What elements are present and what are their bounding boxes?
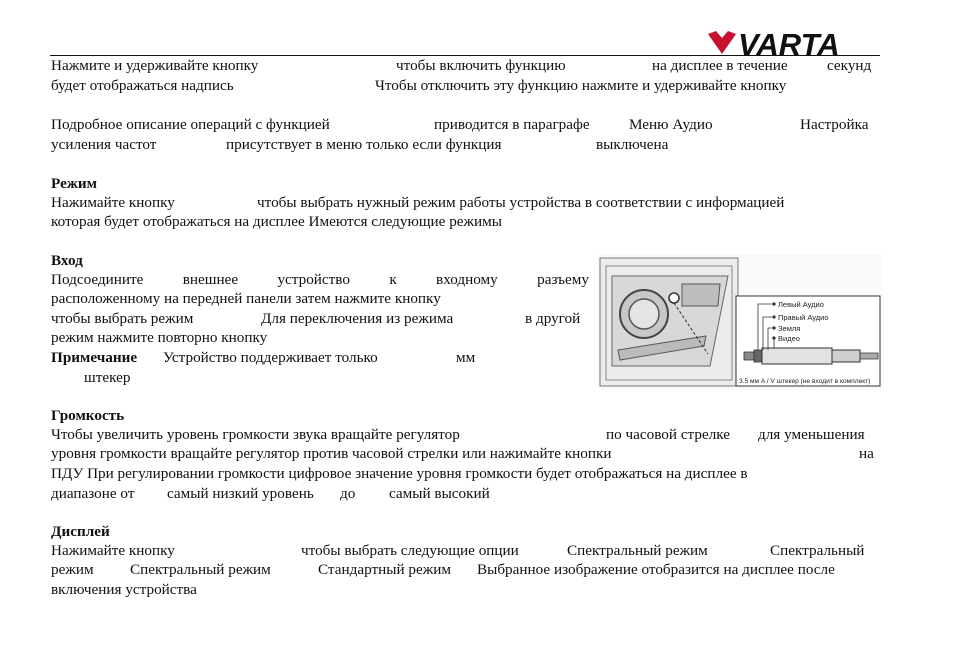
logo-text: VARTA [738,28,840,58]
text-fragment: Спектральный режим [567,542,708,559]
input-line3 [51,309,581,328]
p2-line2 [51,135,669,154]
text-fragment: по часовой стрелке [606,426,731,443]
label-video: Видео [778,334,800,343]
text-fragment: входному [436,271,498,288]
input-line1 [51,270,589,289]
text-fragment: Спектральный [770,542,865,559]
text-fragment: Чтобы увеличить уровень громкости звука вращайте регулятор [51,426,460,443]
text-fragment: устройство [277,271,350,288]
mode-line2: которая будет отображаться на дисплее Имеются следующие режимы [51,213,502,230]
input-note-line2: штекер [84,369,131,386]
text-fragment: самый высокий [389,485,490,502]
p1-line2 [51,76,787,95]
text-fragment: диапазоне от [51,485,135,502]
text-fragment: до [340,485,356,502]
text-fragment: уровня громкости вращайте регулятор против часовой стрелки или нажимайте кнопки [51,445,612,462]
mode-heading: Режим [51,175,97,192]
text-fragment: чтобы включить функцию [396,57,566,74]
volume-heading: Громкость [51,407,125,424]
text-fragment: на дисплее в течение [652,57,788,74]
text-fragment: Подсоедините [51,271,144,288]
text-fragment: разъему [537,271,589,288]
volume-line2 [51,444,874,463]
text-fragment: в другой [525,310,581,327]
label-left-audio: Левый Аудио [778,300,824,309]
text-fragment: самый низкий уровень [167,485,314,502]
av-input-diagram [598,254,883,390]
av-plug-icon [762,348,832,364]
input-note [51,348,476,367]
input-line4: режим нажмите повторно кнопку [51,329,268,346]
volume-line3: ПДУ При регулировании громкости цифровое значение уровня громкости будет отображаться на дисплее в [51,465,748,482]
text-fragment: Стандартный режим [318,561,451,578]
display-line1 [51,541,865,560]
text-fragment: чтобы выбрать следующие опции [301,542,519,559]
text-fragment: Спектральный режим [130,561,271,578]
text-fragment: Для переключения из режима [261,310,454,327]
input-heading: Вход [51,252,83,269]
text-fragment: Подробное описание операций с функцией [51,116,330,133]
varta-logo-graphic [706,28,882,58]
text-fragment: будет отображаться надпись [51,77,234,94]
p2-line1 [51,115,869,134]
text-fragment: к [389,271,397,288]
text-fragment: Меню Аудио [629,116,713,133]
text-fragment: Настройка [800,116,869,133]
text-fragment: секунд [827,57,872,74]
text-fragment: для уменьшения [758,426,865,443]
text-fragment: приводится в параграфе [434,116,590,133]
text-fragment: усиления частот [51,136,157,153]
text-fragment: присутствует в меню только если функция [226,136,502,153]
display-heading: Дисплей [51,523,110,540]
note-label: Примечание [51,349,138,366]
av-input-figure [598,254,883,390]
av-jack-icon [669,293,679,303]
text-fragment: Нажмите и удерживайте кнопку [51,57,259,74]
text-fragment: Устройство поддерживает только [163,349,378,366]
text-fragment: чтобы выбрать режим [51,310,194,327]
label-ground: Земля [778,324,801,333]
text-fragment: чтобы выбрать нужный режим работы устройства в соответствии с информацией [257,194,785,211]
volume-line4 [51,484,490,503]
display-line3: включения устройства [51,581,197,598]
text-fragment: Выбранное изображение отобразится на дисплее после [477,561,835,578]
varta-logo [706,28,882,58]
text-fragment: мм [456,349,476,366]
text-fragment: Нажимайте кнопку [51,542,175,559]
figure-caption: 3.5 мм A / V штекер (не входит в комплект) [739,378,871,385]
input-line2: расположенному на передней панели затем нажмите кнопку [51,290,441,307]
p1-line1 [51,56,872,75]
label-right-audio: Правый Аудио [778,313,829,322]
text-fragment: режим [51,561,94,578]
mode-line1 [51,193,785,212]
text-fragment: выключена [596,136,669,153]
logo-heart-icon [708,31,736,54]
text-fragment: Чтобы отключить эту функцию нажмите и удерживайте кнопку [375,77,787,94]
volume-line1 [51,425,865,444]
text-fragment: на [859,445,874,462]
text-fragment: Нажимайте кнопку [51,194,175,211]
display-line2 [51,560,835,579]
text-fragment: внешнее [182,271,239,288]
